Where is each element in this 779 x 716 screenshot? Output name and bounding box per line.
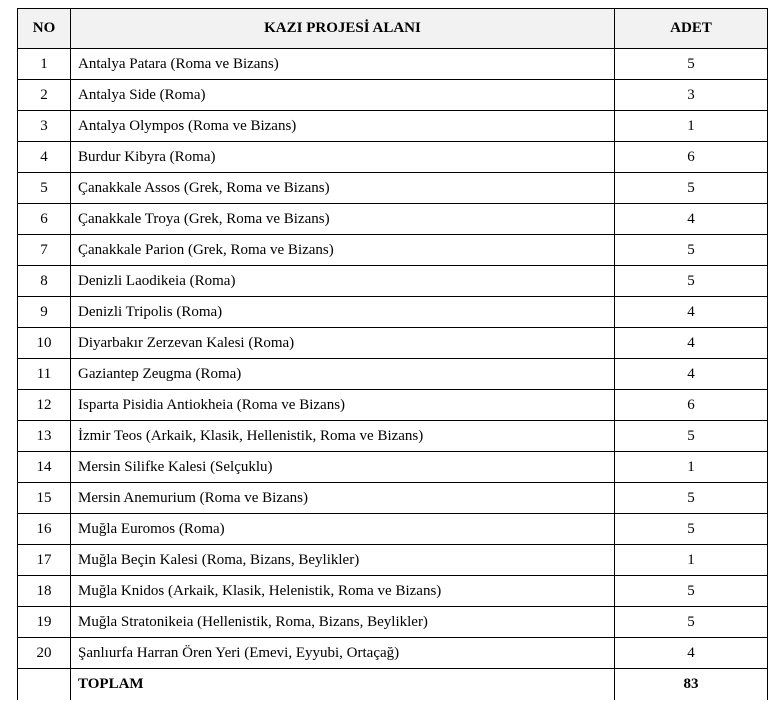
excavation-projects-table [17, 8, 768, 700]
project-area-name: Antalya Patara (Roma ve Bizans) [71, 49, 615, 80]
total-label: TOPLAM [71, 669, 615, 701]
table-body [18, 49, 768, 669]
project-count: 5 [615, 266, 768, 297]
project-count: 6 [615, 390, 768, 421]
table-header-row [18, 9, 768, 49]
table-row [18, 545, 768, 576]
project-count: 4 [615, 638, 768, 669]
total-row [18, 669, 768, 701]
row-number: 15 [18, 483, 71, 514]
project-area-name: Diyarbakır Zerzevan Kalesi (Roma) [71, 328, 615, 359]
table-row [18, 49, 768, 80]
table-row [18, 390, 768, 421]
project-area-name: Mersin Silifke Kalesi (Selçuklu) [71, 452, 615, 483]
table-row [18, 173, 768, 204]
project-area-name: İzmir Teos (Arkaik, Klasik, Hellenistik, Roma ve Bizans) [71, 421, 615, 452]
row-number: 19 [18, 607, 71, 638]
row-number: 18 [18, 576, 71, 607]
table-row [18, 204, 768, 235]
row-number: 12 [18, 390, 71, 421]
project-area-name: Antalya Olympos (Roma ve Bizans) [71, 111, 615, 142]
row-number: 8 [18, 266, 71, 297]
table-row [18, 452, 768, 483]
project-area-name: Gaziantep Zeugma (Roma) [71, 359, 615, 390]
project-area-name: Çanakkale Parion (Grek, Roma ve Bizans) [71, 235, 615, 266]
table-row [18, 235, 768, 266]
row-number: 1 [18, 49, 71, 80]
project-count: 5 [615, 49, 768, 80]
project-count: 1 [615, 452, 768, 483]
row-number: 11 [18, 359, 71, 390]
table-row [18, 421, 768, 452]
row-number: 2 [18, 80, 71, 111]
table-row [18, 266, 768, 297]
table-row [18, 483, 768, 514]
project-area-name: Şanlıurfa Harran Ören Yeri (Emevi, Eyyubi, Ortaçağ) [71, 638, 615, 669]
row-number: 20 [18, 638, 71, 669]
project-count: 4 [615, 204, 768, 235]
project-count: 5 [615, 173, 768, 204]
row-number: 17 [18, 545, 71, 576]
total-no-cell [18, 669, 71, 701]
project-area-name: Muğla Stratonikeia (Hellenistik, Roma, Bizans, Beylikler) [71, 607, 615, 638]
row-number: 9 [18, 297, 71, 328]
table-row [18, 514, 768, 545]
table-row [18, 297, 768, 328]
row-number: 10 [18, 328, 71, 359]
project-count: 5 [615, 235, 768, 266]
project-count: 5 [615, 483, 768, 514]
project-area-name: Muğla Euromos (Roma) [71, 514, 615, 545]
project-count: 5 [615, 607, 768, 638]
table-row [18, 576, 768, 607]
project-area-name: Muğla Knidos (Arkaik, Klasik, Helenistik, Roma ve Bizans) [71, 576, 615, 607]
project-count: 5 [615, 576, 768, 607]
row-number: 16 [18, 514, 71, 545]
row-number: 14 [18, 452, 71, 483]
project-count: 4 [615, 297, 768, 328]
project-area-name: Denizli Tripolis (Roma) [71, 297, 615, 328]
row-number: 3 [18, 111, 71, 142]
project-count: 4 [615, 359, 768, 390]
table-row [18, 359, 768, 390]
project-area-name: Burdur Kibyra (Roma) [71, 142, 615, 173]
header-no: NO [18, 9, 71, 49]
project-count: 4 [615, 328, 768, 359]
row-number: 13 [18, 421, 71, 452]
table-row [18, 142, 768, 173]
project-area-name: Isparta Pisidia Antiokheia (Roma ve Bizans) [71, 390, 615, 421]
project-count: 1 [615, 111, 768, 142]
project-area-name: Denizli Laodikeia (Roma) [71, 266, 615, 297]
table-row [18, 111, 768, 142]
row-number: 5 [18, 173, 71, 204]
row-number: 7 [18, 235, 71, 266]
project-area-name: Antalya Side (Roma) [71, 80, 615, 111]
project-count: 5 [615, 421, 768, 452]
project-area-name: Çanakkale Assos (Grek, Roma ve Bizans) [71, 173, 615, 204]
project-count: 5 [615, 514, 768, 545]
project-area-name: Çanakkale Troya (Grek, Roma ve Bizans) [71, 204, 615, 235]
header-count: ADET [615, 9, 768, 49]
project-count: 6 [615, 142, 768, 173]
total-count: 83 [615, 669, 768, 701]
table-row [18, 80, 768, 111]
table-row [18, 607, 768, 638]
project-count: 3 [615, 80, 768, 111]
project-area-name: Mersin Anemurium (Roma ve Bizans) [71, 483, 615, 514]
row-number: 6 [18, 204, 71, 235]
project-count: 1 [615, 545, 768, 576]
header-project-area: KAZI PROJESİ ALANI [71, 9, 615, 49]
project-area-name: Muğla Beçin Kalesi (Roma, Bizans, Beylikler) [71, 545, 615, 576]
row-number: 4 [18, 142, 71, 173]
table-row [18, 638, 768, 669]
table-row [18, 328, 768, 359]
